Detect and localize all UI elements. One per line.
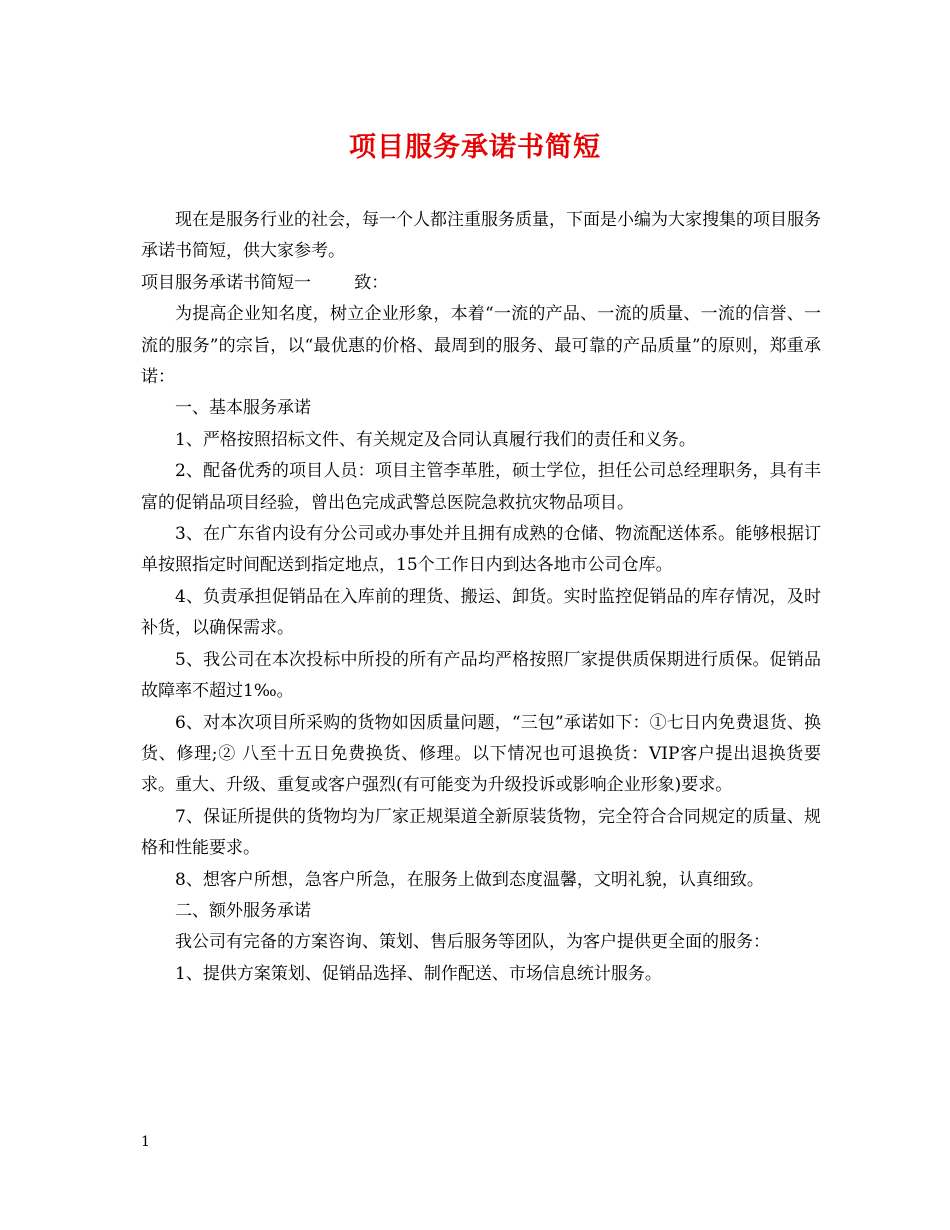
page-number: 1 (141, 1134, 150, 1150)
commitment-item-1: 1、严格按照招标文件、有关规定及合同认真履行我们的责任和义务。 (175, 429, 696, 450)
extra-commitment-heading: 二、额外服务承诺 (175, 900, 311, 921)
document-title: 项目服务承诺书简短 (349, 132, 601, 163)
commitment-item-5: 5、我公司在本次投标中所投的所有产品均严格按照厂家提供质保期进行质保。促销品故障率不超过1‰。 (141, 649, 821, 702)
commitment-item-2: 2、配备优秀的项目人员：项目主管李革胜，硕士学位，担任公司总经理职务，具有丰富的促销品项目经验，曾出色完成武警总医院急救抗灾物品项目。 (141, 461, 821, 513)
basic-commitment-heading: 一、基本服务承诺 (175, 398, 311, 419)
intro-paragraph: 现在是服务行业的社会，每一个人都注重服务质量，下面是小编为大家搜集的项目服务承诺书简短，供大家参考。 (141, 210, 821, 262)
commitment-item-4: 4、负责承担促销品在入库前的理货、搬运、卸货。实时监控促销品的库存情况，及时补货，以确保需求。 (141, 586, 821, 639)
extra-commitment-item-1: 1、提供方案策划、促销品选择、制作配送、市场信息统计服务。 (175, 963, 662, 984)
section-heading-first: 项目服务承诺书简短一 致： (141, 272, 389, 293)
commitment-item-3: 3、在广东省内设有分公司或办事处并且拥有成熟的仓储、物流配送体系。能够根据订单按照指定时间配送到指定地点，15个工作日内到达各地市公司仓库。 (141, 524, 821, 576)
commitment-item-7: 7、保证所提供的货物均为厂家正规渠道全新原装货物，完全符合合同规定的质量、规格和性能要求。 (141, 806, 821, 859)
extra-commitment-intro: 我公司有完备的方案咨询、策划、售后服务等团队，为客户提供更全面的服务： (175, 932, 770, 953)
commitment-item-6: 6、对本次项目所采购的货物如因质量问题，“三包”承诺如下：①七日内免费退货、换货、修理;② 八至十五日免费换货、修理。以下情况也可退换货：VIP客户提出退换货要求。重大、升级、重复或客户强烈(有可能变为升级投诉或影响企业形象)要求。 (141, 712, 821, 796)
purpose-paragraph: 为提高企业知名度，树立企业形象，本着“一流的产品、一流的质量、一流的信誉、一流的服务”的宗旨，以“最优惠的价格、最周到的服务、最可靠的产品质量”的原则，郑重承诺： (141, 304, 821, 388)
commitment-item-8: 8、想客户所想，急客户所急，在服务上做到态度温馨，文明礼貌，认真细致。 (175, 869, 764, 890)
document-body (141, 205, 821, 990)
